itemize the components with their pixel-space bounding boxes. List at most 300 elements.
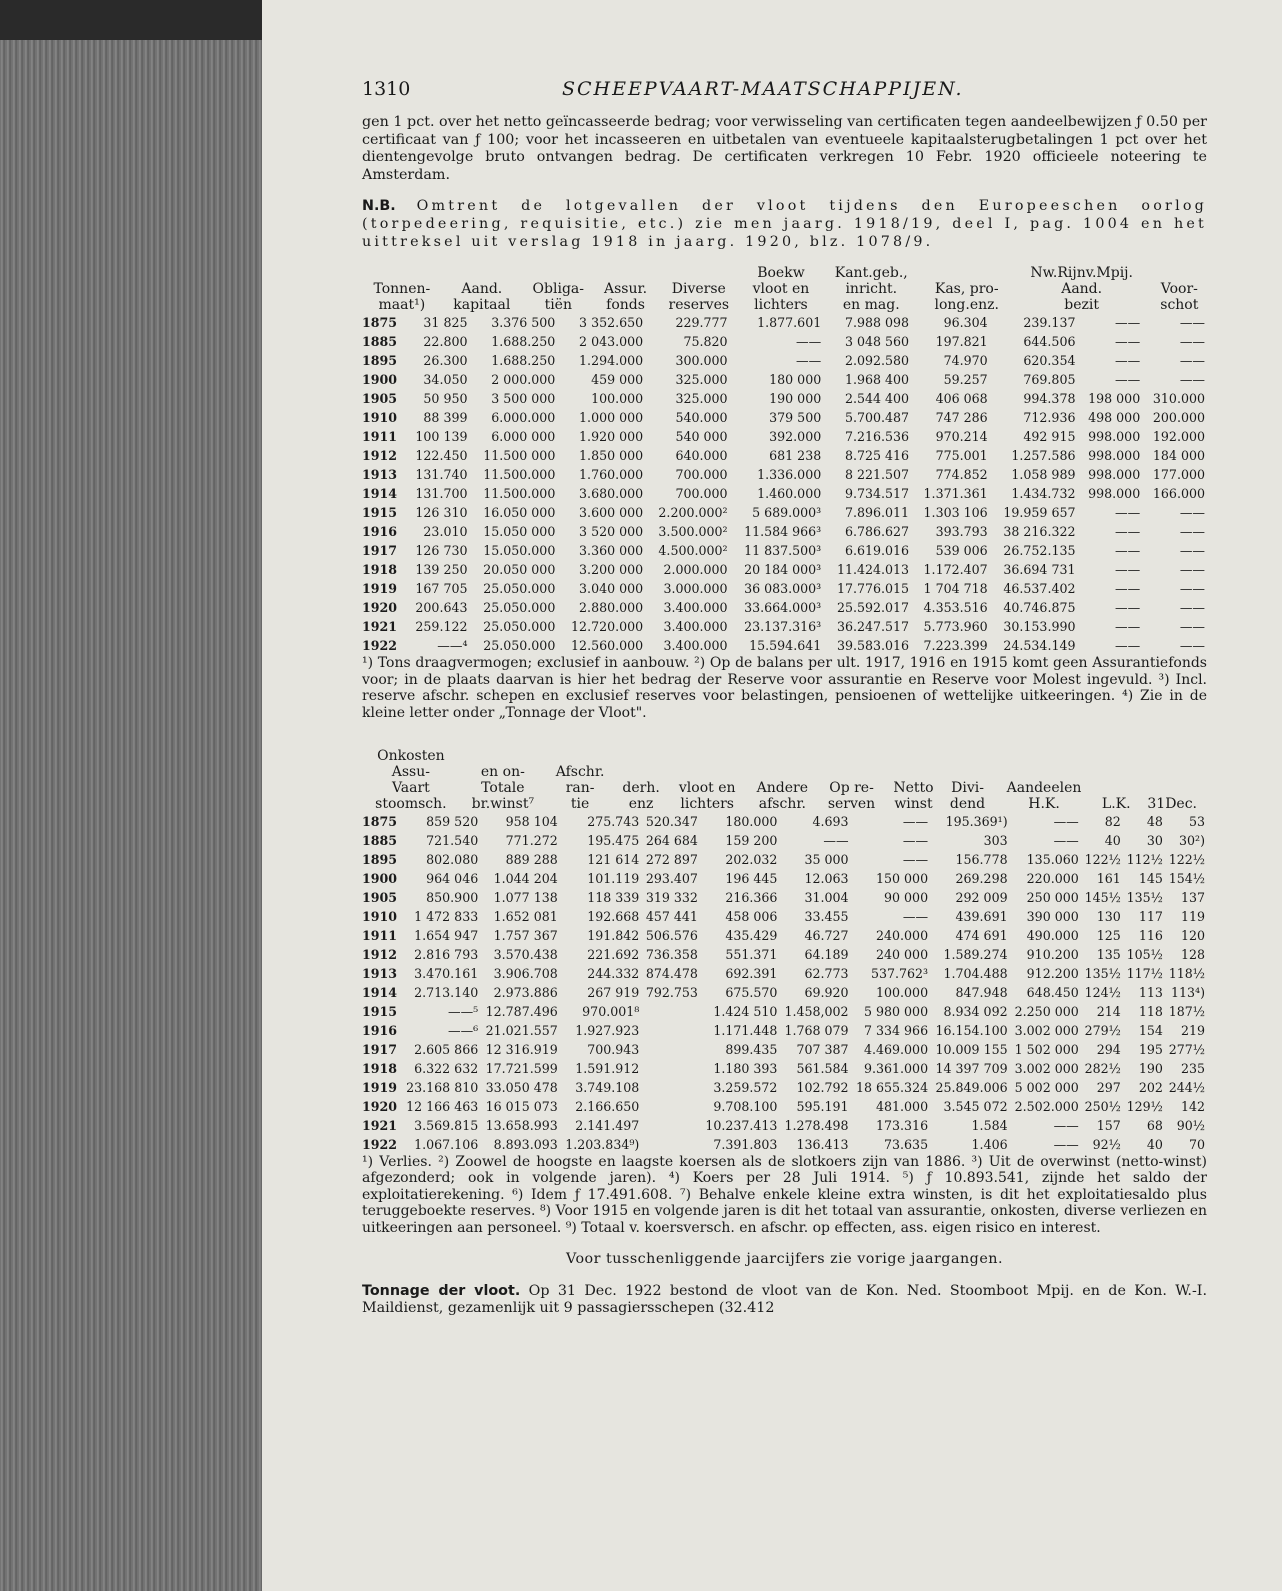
value-cell: —— [1115, 543, 1141, 559]
value-cell: 75.820 [683, 334, 728, 350]
value-cell: 161 [1096, 870, 1121, 886]
value-cell: 4.693 [812, 813, 849, 829]
value-cell: 33.455 [804, 908, 849, 924]
table-row [362, 579, 1207, 598]
value-cell: 292 009 [955, 889, 1008, 905]
header-cell: afschr. [758, 795, 806, 812]
year-cell: 1911 [362, 429, 398, 445]
value-cell: —— [1053, 1117, 1079, 1133]
year-cell: 1914 [362, 486, 398, 502]
year-cell: 1914 [362, 984, 398, 1000]
page-header [362, 78, 1207, 114]
value-cell: 11.500 000 [483, 448, 556, 464]
value-cell: 1.920 000 [579, 429, 644, 445]
value-cell: 40 [1146, 1136, 1163, 1152]
table-row [362, 1135, 1207, 1154]
value-cell: 1.927.923 [575, 1022, 640, 1038]
year-cell: 1900 [362, 870, 398, 886]
value-cell: 700.000 [675, 486, 728, 502]
value-cell: 173.316 [876, 1117, 929, 1133]
value-cell: 1.067.106 [414, 1136, 479, 1152]
value-cell: 644.506 [1023, 334, 1076, 350]
value-cell: 16.050 000 [483, 505, 556, 521]
value-cell: 3 352.650 [579, 315, 644, 331]
value-cell: 269.298 [955, 870, 1008, 886]
table2-header-table [362, 748, 1207, 812]
value-cell: 964 046 [426, 870, 479, 886]
value-cell: 195.369¹) [945, 813, 1008, 829]
value-cell: 2.816 793 [414, 946, 479, 962]
value-cell: 10.009 155 [935, 1041, 1008, 1057]
value-cell: 11.424.013 [836, 562, 910, 578]
header-cell: schot [1160, 297, 1199, 314]
value-cell: 958 104 [505, 813, 558, 829]
value-cell: 1.704.488 [943, 965, 1008, 981]
value-cell: 145½ [1084, 889, 1121, 905]
table-row [362, 598, 1207, 617]
header-cell: Onkosten [377, 747, 445, 764]
header-cell: Kant.geb., [834, 265, 908, 282]
header-cell [922, 265, 1012, 281]
value-cell: 1.371.361 [923, 486, 988, 502]
value-cell: 1.584 [971, 1117, 1008, 1133]
value-cell: 3.906.708 [493, 965, 558, 981]
value-cell: —— [796, 334, 822, 350]
value-cell: 1.968 400 [844, 372, 910, 388]
value-cell: 406 068 [935, 391, 988, 407]
header-cell [362, 265, 442, 281]
value-cell: 12.560.000 [571, 638, 644, 654]
value-cell: 1.877.601 [757, 315, 822, 331]
value-cell: 297 [1096, 1079, 1121, 1095]
value-cell [641, 1040, 700, 1059]
value-cell: 771.272 [505, 832, 558, 848]
header-cell: Aandeelen [1006, 779, 1082, 796]
value-cell: —— [1179, 600, 1205, 616]
value-cell: 457 441 [645, 908, 698, 924]
value-cell: 1.406 [971, 1136, 1008, 1152]
value-cell: ——⁵ [447, 1003, 479, 1019]
value-cell: 2.141.497 [575, 1117, 640, 1133]
value-cell: —— [1179, 638, 1205, 654]
page-content [362, 78, 1207, 1318]
value-cell: 156.778 [955, 851, 1008, 867]
value-cell: —— [796, 353, 822, 369]
year-cell: 1920 [362, 600, 398, 616]
value-cell: 131.740 [415, 467, 468, 483]
value-cell [641, 1097, 700, 1116]
value-cell: 998.000 [1088, 486, 1141, 502]
value-cell: 850.900 [426, 889, 479, 905]
value-cell: 12 316.919 [485, 1041, 558, 1057]
year-cell: 1885 [362, 334, 398, 350]
value-cell: 26.300 [423, 353, 468, 369]
value-cell: 150 000 [876, 870, 929, 886]
value-cell: 3 520 000 [579, 524, 644, 540]
value-cell: 692.391 [725, 965, 778, 981]
table-row [362, 313, 1207, 332]
value-cell: 3.749.108 [575, 1079, 640, 1095]
value-cell: 3.000.000 [663, 581, 728, 597]
value-cell: 135.060 [1026, 851, 1079, 867]
value-cell: —— [1179, 524, 1205, 540]
value-cell: 180.000 [725, 813, 778, 829]
value-cell: 1.768 079 [784, 1022, 849, 1038]
value-cell: 116 [1138, 927, 1163, 943]
value-cell: 16.154.100 [935, 1022, 1008, 1038]
value-cell: 279½ [1084, 1022, 1121, 1038]
value-cell: 135 [1096, 946, 1121, 962]
value-cell: 166.000 [1152, 486, 1205, 502]
header-cell [595, 265, 657, 281]
value-cell: 197.821 [935, 334, 988, 350]
table-row [362, 983, 1207, 1002]
header-cell: kapitaal [453, 297, 511, 314]
header-cell: reserves [668, 297, 730, 314]
value-cell: 681 238 [769, 448, 822, 464]
value-cell: 847.948 [955, 984, 1008, 1000]
year-cell: 1919 [362, 581, 398, 597]
value-cell: 90 000 [884, 889, 929, 905]
header-cell: inricht. [845, 281, 898, 298]
value-cell: 1 704 718 [923, 581, 988, 597]
header-row [362, 265, 1207, 281]
value-cell: 24.534.149 [1003, 638, 1076, 654]
header-cell: winst [894, 795, 933, 812]
year-cell: 1912 [362, 448, 398, 464]
value-cell: 6.000 000 [491, 429, 556, 445]
value-cell: 7.988 098 [844, 315, 910, 331]
value-cell: 35 000 [804, 851, 849, 867]
value-cell: 122½ [1084, 851, 1121, 867]
value-cell: 2 000.000 [491, 372, 556, 388]
value-cell: 4.353.516 [923, 600, 988, 616]
value-cell: 240 000 [876, 946, 929, 962]
value-cell: 3.376 500 [491, 315, 556, 331]
table-row [362, 945, 1207, 964]
value-cell: 154½ [1168, 870, 1205, 886]
header-cell [522, 265, 595, 281]
value-cell: 2.605 866 [414, 1041, 479, 1057]
value-cell: 167 705 [415, 581, 468, 597]
value-cell: 3.500.000² [658, 524, 728, 540]
value-cell: 220.000 [1026, 870, 1079, 886]
value-cell: 5.773.960 [923, 619, 988, 635]
value-cell: 1.688.250 [491, 353, 556, 369]
value-cell: 267 919 [587, 984, 640, 1000]
intro-paragraph: gen 1 pct. over het netto geïncasseerde bedrag; voor verwisseling van certificaten tegen aandeelbewijzen ƒ 0.50 per certificaat van ƒ 100; voor het incasseeren en uitbetalen van eventueele kapitaalsterugbetalingen 1 pct over het dientengevolge bruto ontvangen bedrag. De certificaten verkregen 10 Febr. 1920 officieele noteering te Amsterdam. [362, 114, 1207, 183]
year-cell: 1900 [362, 372, 398, 388]
header-cell: Voor- [1160, 281, 1198, 298]
year-cell: 1913 [362, 965, 398, 981]
header-cell: Boekw [757, 265, 805, 282]
value-cell: 6.786.627 [844, 524, 910, 540]
value-cell: 300.000 [675, 353, 728, 369]
value-cell: 700.943 [587, 1041, 640, 1057]
header-cell: Totale [481, 779, 525, 796]
value-cell: 195.475 [587, 832, 640, 848]
value-cell: ——⁴ [437, 638, 468, 654]
value-cell: 30.153.990 [1003, 619, 1076, 635]
value-cell: —— [1115, 619, 1141, 635]
value-cell: —— [1179, 372, 1205, 388]
value-cell: 539 006 [935, 543, 988, 559]
value-cell: 12.720.000 [571, 619, 644, 635]
year-cell: 1915 [362, 505, 398, 521]
value-cell: 998.000 [1088, 467, 1141, 483]
value-cell: 64.189 [804, 946, 849, 962]
header-cell: Assur. [604, 281, 648, 298]
value-cell: 325.000 [675, 372, 728, 388]
table-row [362, 351, 1207, 370]
table-row [362, 926, 1207, 945]
value-cell: 15.050 000 [483, 524, 556, 540]
header-cell: Diverse [671, 281, 726, 298]
table-row [362, 888, 1207, 907]
value-cell: 101.119 [587, 870, 640, 886]
header-cell: Aand. [461, 281, 503, 298]
value-cell: 1.278.498 [784, 1117, 849, 1133]
value-cell: 40.746.875 [1003, 600, 1076, 616]
value-cell: 187½ [1168, 1003, 1205, 1019]
value-cell: 50 950 [423, 391, 468, 407]
value-cell: 240.000 [876, 927, 929, 943]
value-cell: —— [1053, 813, 1079, 829]
value-cell: 640.000 [675, 448, 728, 464]
value-cell: 40 [1104, 832, 1121, 848]
table-row [362, 541, 1207, 560]
value-cell: 100.000 [591, 391, 644, 407]
value-cell: 3.545 072 [943, 1098, 1008, 1114]
value-cell: 6.000.000 [491, 410, 556, 426]
header-cell: Vaart [391, 779, 430, 796]
tonnage-paragraph [362, 1283, 1207, 1318]
header-cell: stoomsch. [375, 795, 447, 812]
value-cell: 90½ [1176, 1117, 1205, 1133]
header-row [362, 748, 1207, 764]
value-cell: 310.000 [1152, 391, 1205, 407]
value-cell: 648.450 [1026, 984, 1079, 1000]
value-cell: 190 [1138, 1060, 1163, 1076]
value-cell: 136.413 [796, 1136, 849, 1152]
value-cell: 498 000 [1088, 410, 1141, 426]
value-cell: 26.752.135 [1003, 543, 1076, 559]
value-cell: —— [1115, 353, 1141, 369]
header-cell: H.K. [1028, 795, 1060, 812]
header-cell: dend [949, 795, 986, 812]
year-cell: 1910 [362, 410, 398, 426]
table-row [362, 370, 1207, 389]
value-cell: 551.371 [725, 946, 778, 962]
value-cell: —— [1179, 543, 1205, 559]
value-cell: 859 520 [426, 813, 479, 829]
value-cell: 458 006 [725, 908, 778, 924]
value-cell: 736.358 [645, 946, 698, 962]
year-cell: 1875 [362, 813, 398, 829]
value-cell: 747 286 [935, 410, 988, 426]
value-cell: 1.044 204 [493, 870, 558, 886]
value-cell: 3.002 000 [1014, 1022, 1079, 1038]
value-cell: 2.250 000 [1014, 1003, 1079, 1019]
year-cell: 1916 [362, 1022, 398, 1038]
table-row [362, 1097, 1207, 1116]
intermediate-note: Voor tusschenliggende jaarcijfers zie vorige jaargangen. [565, 1250, 1004, 1267]
table-row [362, 636, 1207, 655]
value-cell: 154 [1138, 1022, 1163, 1038]
value-cell: 200.643 [415, 600, 468, 616]
value-cell: 520.347 [645, 813, 698, 829]
header-cell: enz [628, 795, 654, 812]
value-cell: 46.537.402 [1003, 581, 1076, 597]
value-cell: 235 [1180, 1060, 1205, 1076]
value-cell: 10.237.413 [705, 1117, 778, 1133]
value-cell: 190 000 [769, 391, 822, 407]
table-row [362, 446, 1207, 465]
value-cell: 18 655.324 [855, 1079, 929, 1095]
value-cell: 25.050.000 [483, 638, 556, 654]
value-cell: 390 000 [1026, 908, 1079, 924]
table1-header [362, 265, 1207, 313]
year-cell: 1895 [362, 851, 398, 867]
value-cell: 3.680.000 [579, 486, 644, 502]
table-row [362, 1116, 1207, 1135]
value-cell: 481.000 [876, 1098, 929, 1114]
value-cell: —— [1115, 524, 1141, 540]
value-cell: 30 [1146, 832, 1163, 848]
value-cell: 970.214 [935, 429, 988, 445]
profit-table [362, 812, 1207, 1154]
value-cell: 113⁴) [1171, 984, 1205, 1000]
value-cell: 3.002 000 [1014, 1060, 1079, 1076]
header-cell: Aand. [1061, 281, 1103, 298]
value-cell: 7.896.011 [844, 505, 910, 521]
value-cell: 192.000 [1152, 429, 1205, 445]
value-cell: 392.000 [769, 429, 822, 445]
value-cell: 23.010 [423, 524, 468, 540]
year-cell: 1911 [362, 927, 398, 943]
page-number: 1310 [362, 78, 411, 100]
value-cell: 998.000 [1088, 429, 1141, 445]
value-cell: 393.793 [935, 524, 988, 540]
table-row [362, 332, 1207, 351]
header-cell: maat¹) [378, 297, 426, 314]
value-cell: 1.336.000 [757, 467, 822, 483]
header-cell: en on- [480, 763, 525, 780]
header-cell: Tonnen- [373, 281, 431, 298]
value-cell: 216.366 [725, 889, 778, 905]
year-cell: 1918 [362, 1060, 398, 1076]
value-cell: 130 [1096, 908, 1121, 924]
value-cell: 2.973.886 [493, 984, 558, 1000]
book-page [262, 0, 1282, 1591]
value-cell: 1.077 138 [493, 889, 558, 905]
book-edge-shadow [0, 0, 262, 40]
value-cell: 474 691 [955, 927, 1008, 943]
value-cell: 259.122 [415, 619, 468, 635]
value-cell: 3.570.438 [493, 946, 558, 962]
value-cell: 53 [1188, 813, 1205, 829]
value-cell: 159 200 [725, 832, 778, 848]
value-cell: 12.787.496 [485, 1003, 558, 1019]
value-cell: 2 043.000 [579, 334, 644, 350]
value-cell: 229.777 [675, 315, 728, 331]
value-cell: 17.721.599 [485, 1060, 558, 1076]
header-cell: 31Dec. [1147, 795, 1198, 812]
value-cell: 319 332 [645, 889, 698, 905]
value-cell: 11.500.000 [483, 486, 556, 502]
value-cell: ——⁶ [447, 1022, 479, 1038]
value-cell: 5 689.000³ [752, 505, 822, 521]
value-cell: 2.092.580 [844, 353, 910, 369]
value-cell: —— [823, 832, 849, 848]
value-cell: —— [1179, 334, 1205, 350]
value-cell: 137 [1180, 889, 1205, 905]
value-cell: 4.500.000² [658, 543, 728, 559]
value-cell: 1.458,002 [784, 1003, 849, 1019]
table-row [362, 617, 1207, 636]
value-cell: 23.137.316³ [744, 619, 822, 635]
value-cell: 910.200 [1026, 946, 1079, 962]
value-cell: 8 221.507 [844, 467, 910, 483]
value-cell: 202 [1138, 1079, 1163, 1095]
value-cell: 23.168 810 [406, 1079, 479, 1095]
header-cell: br.winst⁷ [471, 795, 535, 812]
value-cell: —— [1179, 315, 1205, 331]
value-cell: 139 250 [415, 562, 468, 578]
value-cell: 3.569.815 [414, 1117, 479, 1133]
value-cell: 303 [983, 832, 1008, 848]
year-cell: 1922 [362, 1136, 398, 1152]
running-title: SCHEEPVAART-MAATSCHAPPIJEN. [562, 78, 964, 100]
value-cell: 22.800 [423, 334, 468, 350]
value-cell: 192.668 [587, 908, 640, 924]
value-cell: 1.000 000 [579, 410, 644, 426]
value-cell: 122.450 [415, 448, 468, 464]
header-cell: fonds [606, 297, 645, 314]
value-cell: 128 [1180, 946, 1205, 962]
balance-table [362, 313, 1207, 655]
header-cell: bezit [1064, 297, 1100, 314]
value-cell: 145 [1138, 870, 1163, 886]
value-cell [641, 1135, 700, 1154]
value-cell: 1.203.834⁹) [565, 1136, 640, 1152]
value-cell: 70 [1188, 1136, 1205, 1152]
value-cell: —— [1115, 562, 1141, 578]
year-cell: 1916 [362, 524, 398, 540]
header-row [362, 764, 1207, 780]
value-cell: 700.000 [675, 467, 728, 483]
value-cell: 2.200.000² [658, 505, 728, 521]
year-cell: 1918 [362, 562, 398, 578]
value-cell: 74.970 [943, 353, 988, 369]
table-row [362, 1078, 1207, 1097]
value-cell: 435.429 [725, 927, 778, 943]
value-cell: 3 500 000 [491, 391, 556, 407]
value-cell: 3 048 560 [844, 334, 910, 350]
header-cell: serven [827, 795, 876, 812]
value-cell: 537.762³ [870, 965, 929, 981]
value-cell: 275.743 [587, 813, 640, 829]
value-cell: 200.000 [1152, 410, 1205, 426]
year-cell: 1895 [362, 353, 398, 369]
value-cell: 712.936 [1023, 410, 1076, 426]
table-row [362, 427, 1207, 446]
table2-footnotes: ¹) Verlies. ²) Zoowel de hoogste en laagste koersen als de slotkoers zijn van 1886. ³) Uit de overwinst (netto-winst) afgezonderd; ook in volgende jaren). ⁴) Koers per 28 Juli 1914. ⁵) ƒ 10.893.541, zijnde het saldo der exploitatierekening. ⁶) Idem ƒ 17.491.608. ⁷) Behalve enkele kleine extra winsten, is dit het exploitatiesaldo plus teruggeboekte reserves. ⁸) Voor 1915 en volgende jaren is dit het totaal van assurantie, onkosten, diverse verliezen en uitkeeringen aan personeel. ⁹) Totaal v. koersversch. en afschr. op effecten, ass. eigen risico en interest. [362, 1153, 1207, 1236]
value-cell: 100 139 [415, 429, 468, 445]
value-cell: 293.407 [645, 870, 698, 886]
value-cell: 1.589.274 [943, 946, 1008, 962]
table1-header-table [362, 265, 1207, 313]
